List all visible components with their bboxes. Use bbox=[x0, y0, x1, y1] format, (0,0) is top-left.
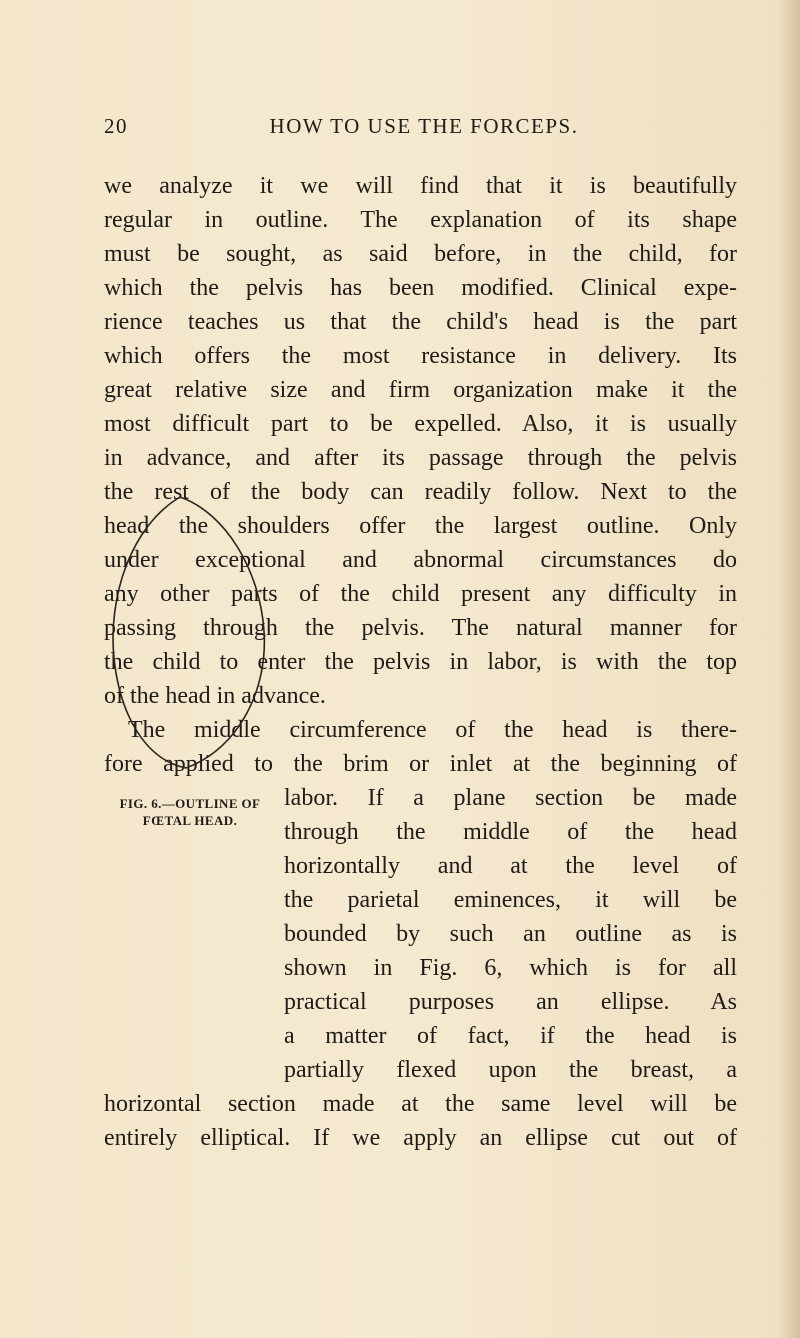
text-line: under exceptional and abnormal circumstances do bbox=[104, 547, 737, 573]
text-line: practical purposes an ellipse. As bbox=[284, 989, 737, 1015]
running-title: HOW TO USE THE FORCEPS. bbox=[269, 114, 579, 138]
text-line: horizontally and at the level of bbox=[284, 853, 737, 879]
text-line: horizontal section made at the same level will be bbox=[104, 1091, 737, 1117]
foetal-head-outline bbox=[113, 497, 264, 768]
text-line: fore applied to the brim or inlet at the beginning of bbox=[104, 751, 737, 777]
text-line: most difficult part to be expelled. Also, it is usually bbox=[104, 411, 737, 437]
text-line: which the pelvis has been modified. Clinical expe- bbox=[104, 275, 737, 301]
text-line: must be sought, as said before, in the child, for bbox=[104, 241, 737, 267]
text-line: of the head in advance. bbox=[104, 683, 326, 709]
text-line: any other parts of the child present any difficulty in bbox=[104, 581, 737, 607]
text-line: through the middle of the head bbox=[284, 819, 737, 845]
text-line: shown in Fig. 6, which is for all bbox=[284, 955, 737, 981]
text-line: rience teaches us that the child's head is the part bbox=[104, 309, 737, 335]
text-line: which offers the most resistance in delivery. Its bbox=[104, 343, 737, 369]
caption-line: FIG. 6.—OUTLINE OF bbox=[119, 796, 261, 811]
page-edge-shadow bbox=[778, 0, 800, 1338]
text-line: passing through the pelvis. The natural manner for bbox=[104, 615, 737, 641]
text-line: the rest of the body can readily follow. Next to the bbox=[104, 479, 737, 505]
caption-line: FŒTAL HEAD. bbox=[142, 813, 238, 828]
text-line: the child to enter the pelvis in labor, is with the top bbox=[104, 649, 737, 675]
running-head bbox=[104, 114, 744, 144]
text-line: a matter of fact, if the head is bbox=[284, 1023, 737, 1049]
text-line: in advance, and after its passage through the pelvis bbox=[104, 445, 737, 471]
text-line: labor. If a plane section be made bbox=[284, 785, 737, 811]
text-line: head the shoulders offer the largest outline. Only bbox=[104, 513, 737, 539]
text-line: the parietal eminences, it will be bbox=[284, 887, 737, 913]
figure-caption bbox=[98, 795, 282, 829]
foetal-head-outline-figure bbox=[102, 492, 270, 807]
text-line: regular in outline. The explanation of its shape bbox=[104, 207, 737, 233]
text-line: partially flexed upon the breast, a bbox=[284, 1057, 737, 1083]
text-line: The middle circumference of the head is there- bbox=[128, 717, 737, 743]
text-line: we analyze it we will find that it is beautifully bbox=[104, 173, 737, 199]
page-number: 20 bbox=[104, 114, 128, 138]
text-line: great relative size and firm organization make it the bbox=[104, 377, 737, 403]
text-line: bounded by such an outline as is bbox=[284, 921, 737, 947]
text-line: entirely elliptical. If we apply an ellipse cut out of bbox=[104, 1125, 737, 1151]
